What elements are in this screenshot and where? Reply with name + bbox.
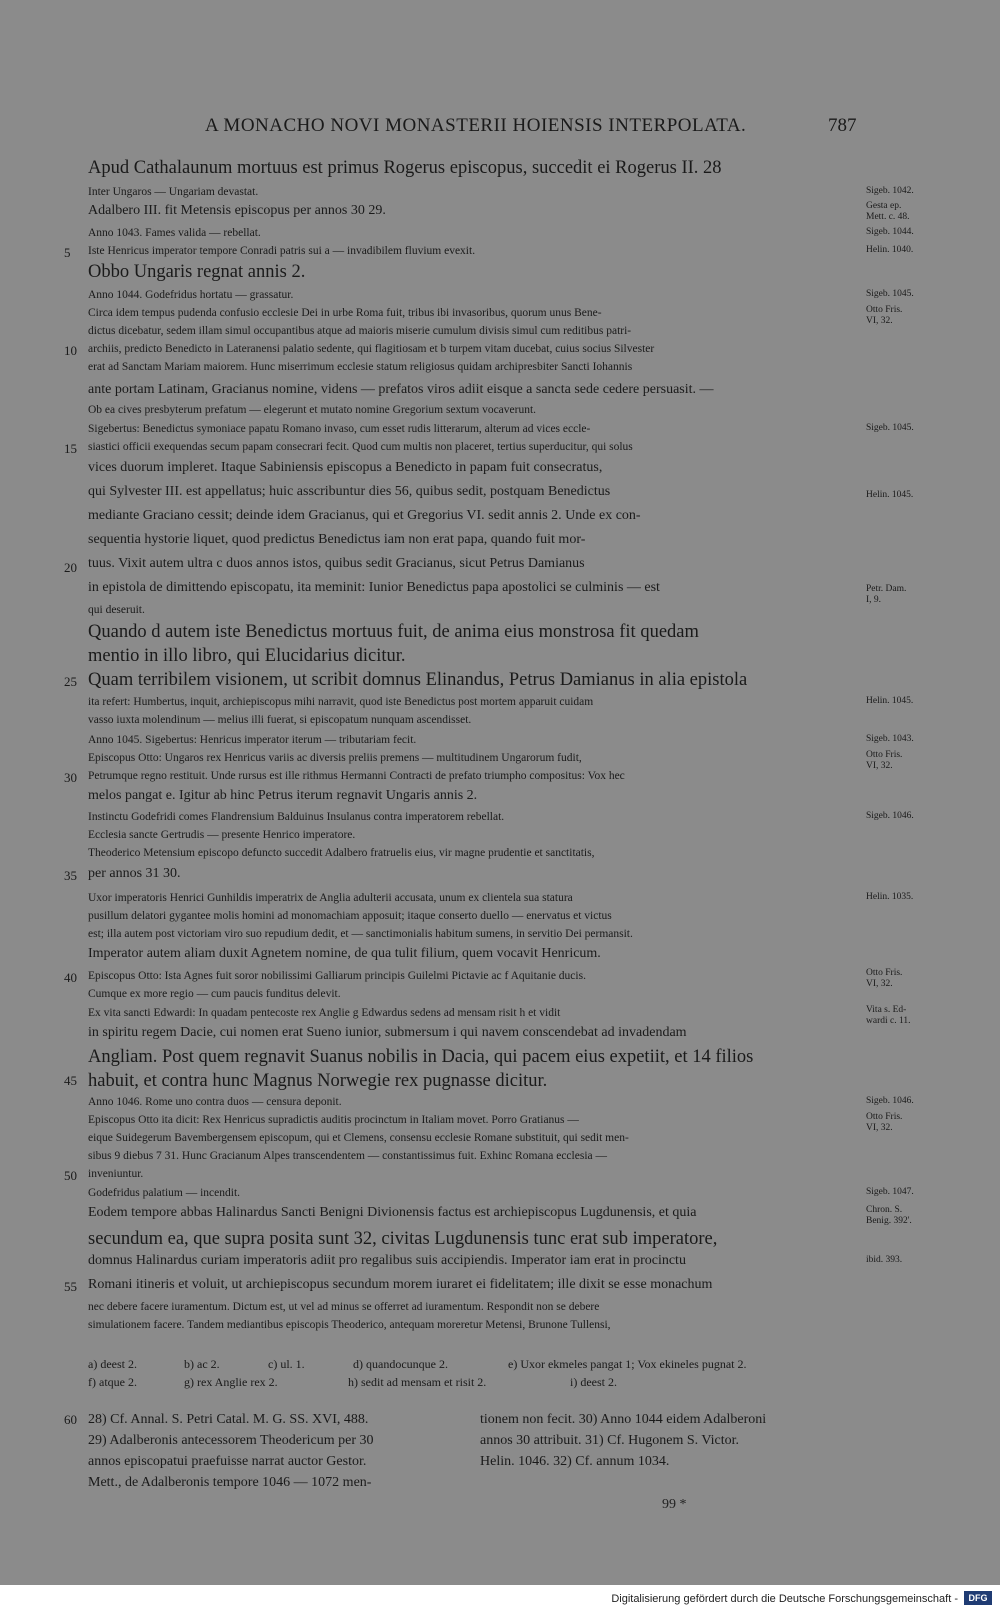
apparatus-entry: i) deest 2. (570, 1375, 617, 1389)
footnote: 28) Cf. Annal. S. Petri Catal. M. G. SS. XVI, 488. (88, 1412, 369, 1427)
text-line: Angliam. Post quem regnavit Suanus nobilis in Dacia, qui pacem eius expetiit, et 14 filios (88, 1047, 754, 1067)
text-line: sibus 9 diebus 7 31. Hunc Gracianum Alpes transcendentem — constantissimus fuit. Exhinc Romana ecclesia — (88, 1150, 607, 1162)
marginal-ref: Helin. 1035. (866, 892, 914, 902)
line-number: 35 (64, 868, 77, 883)
text-line: Iste Henricus imperator tempore Conradi patris sui a — invadibilem fluvium evexit. (88, 245, 476, 257)
text-line: domnus Halinardus curiam imperatoris adiit pro regalibus suis accipiendis. Imperator iam erat in procinctu (88, 1253, 686, 1268)
footer-bar (0, 1585, 1000, 1618)
line-number: 40 (64, 970, 77, 985)
text-line: habuit, et contra hunc Magnus Norwegie rex pugnasse dicitur. (88, 1071, 548, 1091)
marginal-ref: Sigeb. 1047. (866, 1187, 914, 1197)
text-line: Anno 1043. Fames valida — rebellat. (88, 227, 261, 239)
marginal-ref: Helin. 1045. (866, 490, 914, 500)
marginal-ref: Chron. S. Benig. 392'. (866, 1205, 912, 1226)
text-line: Petrumque regno restituit. Unde rursus est ille rithmus Hermanni Contracti de prefato triumpho compositus: Vox hec (88, 770, 625, 782)
marginal-ref: Vita s. Ed- wardi c. 11. (866, 1005, 911, 1026)
text-line: inveniuntur. (88, 1168, 144, 1180)
text-line: nec debere facere iuramentum. Dictum est, ut vel ad minus se offerret ad iuramentum. Respondit non se debere (88, 1301, 600, 1313)
text-line: secundum ea, que supra posita sunt 32, civitas Lugdunensis tunc erat sub imperatore, (88, 1229, 718, 1249)
text-line: Ecclesia sancte Gertrudis — presente Henrico imperatore. (88, 829, 356, 841)
marginal-ref: Helin. 1045. (866, 696, 914, 706)
marginal-ref: Sigeb. 1046. (866, 1096, 914, 1106)
text-line: pusillum delatori gygantee molis homini ad monomachiam apposuit; itaque conserto duello — enervatus et victus (88, 910, 612, 922)
line-number: 15 (64, 441, 77, 456)
text-line: qui deseruit. (88, 604, 145, 616)
marginal-ref: Sigeb. 1044. (866, 227, 914, 237)
text-line: dictus dicebatur, sedem illam simul occupantibus atque ad maioris miserie cumulum divisis simul cum reditibus patri- (88, 325, 632, 337)
text-line: Imperator autem aliam duxit Agnetem nomine, de qua tulit filium, quem vocavit Henricum. (88, 946, 601, 961)
text-line: per annos 31 30. (88, 866, 181, 881)
text-line: vasso iuxta molendinum — melius illi fuerat, si episcopatum nunquam ascendisset. (88, 714, 472, 726)
apparatus-entry: b) ac 2. (184, 1357, 220, 1371)
text-line: Episcopus Otto: Ungaros rex Henricus variis ac diversis preliis premens — multitudinem Ungarorum fudit, (88, 752, 582, 764)
text-line: Cumque ex more regio — cum paucis funditus delevit. (88, 988, 341, 1000)
text-line: Ex vita sancti Edwardi: In quadam pentecoste rex Anglie g Edwardus sedens ad mensam risit h et vidit (88, 1007, 561, 1019)
text-line: Romani itineris et voluit, ut archiepiscopus secundum morem iuraret ei fidelitatem; ille dixit se esse monachum (88, 1277, 713, 1292)
marginal-ref: Sigeb. 1045. (866, 289, 914, 299)
text-line: Apud Cathalaunum mortuus est primus Rogerus episcopus, succedit ei Rogerus II. 28 (88, 158, 722, 178)
footnote: annos episcopatui praefuisse narrat auctor Gestor. (88, 1454, 367, 1469)
footnote: tionem non fecit. 30) Anno 1044 eidem Adalberoni (480, 1412, 767, 1427)
text-line: Instinctu Godefridi comes Flandrensium Balduinus Insulanus contra imperatorem rebellat. (88, 811, 505, 823)
marginal-ref: Otto Fris. VI, 32. (866, 1112, 903, 1133)
text-line: mediante Graciano cessit; deinde idem Gracianus, qui et Gregorius VI. sedit annis 2. Unde ex con- (88, 508, 641, 523)
text-line: siastici officii exequendas secum papam consecrari fecit. Quod cum multis non placeret, tertius superducitur, qui solus (88, 441, 633, 453)
text-line: qui Sylvester III. est appellatus; huic asscribuntur dies 56, quibus sedit, postquam Benedictus (88, 484, 611, 499)
text-line: Episcopus Otto ita dicit: Rex Henricus supradictis auditis procinctum in Italiam movet. Porro Gratianus — (88, 1114, 579, 1126)
marginal-ref: Otto Fris. VI, 32. (866, 750, 903, 771)
running-title: A MONACHO NOVI MONASTERII HOIENSIS INTERPOLATA. (205, 115, 747, 136)
text-line: in spiritu regem Dacie, cui nomen erat Sueno iunior, submersum i qui navem conscendebat ad invadendam (88, 1025, 687, 1040)
signature-mark: 99 * (662, 1497, 687, 1512)
text-line: Theoderico Metensium episcopo defuncto succedit Adalbero fratruelis eius, vir magne prudentie et sanctitatis, (88, 847, 595, 859)
apparatus-entry: d) quandocunque 2. (353, 1357, 448, 1371)
marginal-ref: Petr. Dam. I, 9. (866, 584, 907, 605)
text-line: Anno 1046. Rome uno contra duos — censura deponit. (88, 1096, 342, 1108)
text-line: sequentia hystorie liquet, quod predictus Benedictus iam non erat papa, quando fuit mor- (88, 532, 586, 547)
footnote: Mett., de Adalberonis tempore 1046 — 1072 men- (88, 1475, 372, 1490)
line-number: 10 (64, 343, 77, 358)
marginal-ref: Sigeb. 1043. (866, 734, 914, 744)
apparatus-entry: g) rex Anglie rex 2. (184, 1375, 278, 1389)
footnote: 29) Adalberonis antecessorem Theodericum per 30 (88, 1433, 374, 1448)
text-line: melos pangat e. Igitur ab hinc Petrus iterum regnavit Ungaris annis 2. (88, 788, 478, 803)
text-line: ante portam Latinam, Gracianus nomine, videns — prefatos viros adiit eisque a sancta sede cedere persuasit. — (88, 382, 714, 397)
text-line: Inter Ungaros — Ungariam devastat. (88, 186, 259, 198)
text-line: Quando d autem iste Benedictus mortuus fuit, de anima eius monstrosa fit quedam (88, 622, 699, 642)
text-line: Eodem tempore abbas Halinardus Sancti Benigni Divionensis factus est archiepiscopus Lugdunensis, et quia (88, 1205, 697, 1220)
apparatus-entry: h) sedit ad mensam et risit 2. (348, 1375, 487, 1389)
text-line: erat ad Sanctam Mariam maiorem. Hunc miserrimum ecclesie statum religiosus quidam archipresbiter Sancti Iohannis (88, 361, 633, 373)
text-line: vices duorum impleret. Itaque Sabiniensis episcopus a Benedicto in papam fuit consecratus, (88, 460, 603, 475)
line-number: 60 (64, 1412, 77, 1427)
line-number: 5 (64, 245, 71, 260)
footnote: Helin. 1046. 32) Cf. annum 1034. (480, 1454, 670, 1469)
apparatus-entry: f) atque 2. (88, 1375, 137, 1389)
marginal-ref: Sigeb. 1045. (866, 423, 914, 433)
line-number: 30 (64, 770, 77, 785)
line-number: 55 (64, 1279, 77, 1294)
text-line: Sigebertus: Benedictus symoniace papatu Romano invaso, cum esset rudis litterarum, alterum ad vices eccle- (88, 423, 591, 435)
text-line: Anno 1045. Sigebertus: Henricus imperator iterum — tributariam fecit. (88, 734, 417, 746)
line-number: 50 (64, 1168, 77, 1183)
text-line: est; illa autem post victoriam viro suo repudium dedit, et — sanctimonialis habitum sumens, in servitio Dei permansit. (88, 928, 633, 940)
line-number: 45 (64, 1073, 77, 1088)
line-number: 20 (64, 560, 77, 575)
text-line: Anno 1044. Godefridus hortatu — grassatur. (88, 289, 294, 301)
text-line: Circa idem tempus pudenda confusio ecclesie Dei in urbe Roma fuit, tribus ibi invasoribus, quorum unus Bene- (88, 307, 602, 319)
marginal-ref: Helin. 1040. (866, 245, 914, 255)
marginal-ref: Sigeb. 1046. (866, 811, 914, 821)
page-number: 787 (828, 115, 857, 136)
running-header (0, 115, 1000, 145)
line-number: 25 (64, 674, 77, 689)
text-line: Godefridus palatium — incendit. (88, 1187, 241, 1199)
apparatus-entry: e) Uxor ekmeles pangat 1; Vox ekineles pugnat 2. (508, 1357, 747, 1371)
marginal-ref: Gesta ep. Mett. c. 48. (866, 201, 910, 222)
text-line: eique Suidegerum Bavembergensem episcopum, qui et Clemens, consensu ecclesie Romane substituit, qui sedit men- (88, 1132, 629, 1144)
footnote: annos 30 attribuit. 31) Cf. Hugonem S. Victor. (480, 1433, 740, 1448)
text-line: archiis, predicto Benedicto in Lateranensi palatio sedente, qui flagitiosam et b turpem vitam ducebat, cuius socius Silvester (88, 343, 655, 355)
text-line: mentio in illo libro, qui Elucidarius dicitur. (88, 646, 406, 666)
text-line: Ob ea cives presbyterum prefatum — elegerunt et mutato nomine Gregorium sextum vocaverunt. (88, 404, 537, 416)
marginal-ref: Otto Fris. VI, 32. (866, 968, 903, 989)
text-line: Quam terribilem visionem, ut scribit domnus Elinandus, Petrus Damianus in alia epistola (88, 670, 748, 690)
text-line: in epistola de dimittendo episcopatu, ita meminit: Iunior Benedictus papa apostolici se culminis — est (88, 580, 660, 595)
marginal-ref: Sigeb. 1042. (866, 186, 914, 196)
text-line: simulationem facere. Tandem mediantibus episcopis Theoderico, antequam moreretur Metensi, Brunone Tullensi, (88, 1319, 611, 1331)
text-line: Episcopus Otto: Ista Agnes fuit soror nobilissimi Galliarum principis Guilelmi Pictavie ac f Aquitanie ducis. (88, 970, 586, 982)
text-line: tuus. Vixit autem ultra c duos annos istos, quibus sedit Gracianus, sicut Petrus Damianus (88, 556, 585, 571)
text-line: Uxor imperatoris Henrici Gunhildis imperatrix de Anglia adulterii accusata, unum ex clientela sua statura (88, 892, 573, 904)
funding-notice: Digitalisierung gefördert durch die Deutsche Forschungsgemeinschaft - (611, 1593, 958, 1605)
marginal-ref: ibid. 393. (866, 1255, 903, 1265)
text-line: ita refert: Humbertus, inquit, archiepiscopus mihi narravit, quod iste Benedictus post mortem apparuit cuidam (88, 696, 594, 708)
marginal-ref: Otto Fris. VI, 32. (866, 305, 903, 326)
text-line: Obbo Ungaris regnat annis 2. (88, 262, 306, 282)
apparatus-entry: c) ul. 1. (268, 1357, 305, 1371)
text-line: Adalbero III. fit Metensis episcopus per annos 30 29. (88, 203, 386, 218)
apparatus-entry: a) deest 2. (88, 1357, 137, 1371)
dfg-logo: DFG (964, 1591, 992, 1605)
